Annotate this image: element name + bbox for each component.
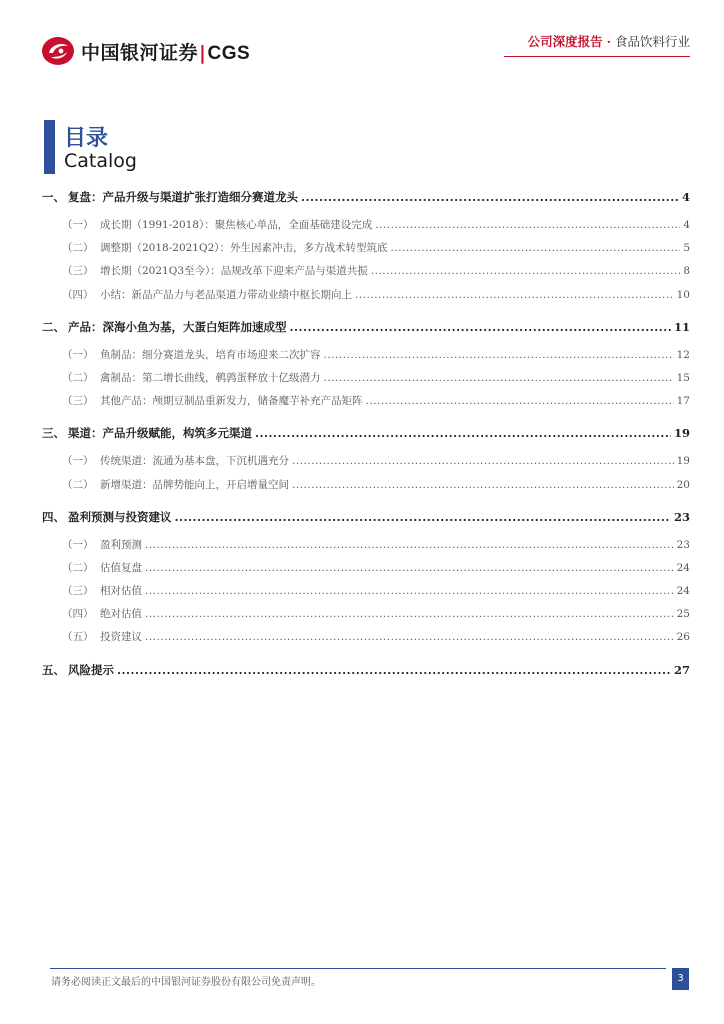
toc-dot-leader [301, 186, 679, 208]
toc-dot-leader [145, 603, 674, 626]
toc-dot-leader [175, 506, 671, 528]
toc-subsection-row[interactable] [42, 237, 690, 260]
toc-page-number: 26 [676, 631, 690, 644]
toc-title: 禽制品：第二增长曲线，鹌鹑蛋释放十亿级潜力 [100, 371, 321, 384]
toc-page-number: 27 [673, 662, 690, 677]
toc-dot-leader [290, 316, 671, 338]
toc-title: 估值复盘 [100, 561, 142, 574]
toc-page-number: 23 [673, 509, 690, 524]
title-en: Catalog [64, 150, 137, 172]
toc-page-number: 4 [683, 219, 690, 231]
sector-label: 食品饮料行业 [614, 34, 690, 49]
toc-page-number: 19 [676, 455, 690, 468]
toc-subsection-row[interactable] [42, 603, 690, 626]
toc-section-row[interactable] [42, 659, 690, 681]
toc-page-number: 12 [676, 348, 690, 361]
toc-title: 渠道：产品升级赋能，构筑多元渠道 [68, 426, 252, 441]
page-header [0, 0, 724, 75]
report-type-dot: · [606, 34, 611, 49]
toc-dot-leader [355, 284, 674, 307]
toc-subsection-row[interactable] [42, 450, 690, 473]
toc-dot-leader [366, 390, 674, 413]
toc-number: （二） [62, 478, 94, 491]
toc-dot-leader [145, 557, 674, 580]
toc-title: 投资建议 [100, 631, 142, 644]
toc-title: 小结：新品产品力与老品渠道力带动业绩中枢长期向上 [100, 288, 352, 301]
toc-number: 一、 [42, 190, 65, 204]
toc-page-number: 11 [673, 319, 690, 334]
toc-dot-leader [255, 422, 671, 444]
toc-title: 增长期（2021Q3至今）：品规改革下迎来产品与渠道共振 [100, 265, 368, 278]
toc-page-number: 15 [676, 371, 690, 384]
toc-section-row[interactable] [42, 422, 690, 444]
toc-number: （五） [62, 631, 94, 644]
toc-dot-leader [145, 626, 674, 649]
toc-page-number: 4 [681, 190, 690, 204]
toc-subsection-row[interactable] [42, 534, 690, 557]
toc-number: （二） [62, 371, 94, 384]
toc-title: 调整期（2018-2021Q2）：外生因素冲击，多方战术转型筑底 [100, 242, 388, 255]
toc-number: （四） [62, 608, 94, 621]
toc-subsection-row[interactable] [42, 390, 690, 413]
toc-page-number: 24 [676, 561, 690, 574]
toc-title: 复盘：产品升级与渠道扩张打造细分赛道龙头 [68, 190, 298, 204]
toc-page-number: 17 [676, 395, 690, 408]
report-type [528, 32, 690, 50]
toc-subsection-row[interactable] [42, 284, 690, 307]
toc-page-number: 23 [676, 538, 690, 551]
toc-title: 成长期（1991-2018）：聚焦核心单品，全面基础建设完成 [100, 219, 373, 231]
toc-number: （三） [62, 395, 94, 408]
toc-subsection-row[interactable] [42, 474, 690, 497]
toc-number: （三） [62, 585, 94, 598]
toc-title: 盈利预测 [100, 538, 142, 551]
toc-dot-leader [145, 534, 674, 557]
toc-number: （二） [62, 242, 94, 255]
toc-dot-leader [371, 260, 681, 283]
toc-number: （一） [62, 219, 94, 231]
toc-title: 鱼制品：细分赛道龙头，培育市场迎来二次扩容 [100, 348, 321, 361]
toc-page-number: 25 [676, 608, 690, 621]
toc-section-row[interactable] [42, 316, 690, 338]
toc-subsection-row[interactable] [42, 557, 690, 580]
toc-page-number: 5 [683, 242, 690, 255]
toc-number: （一） [62, 348, 94, 361]
toc-page-number: 20 [676, 478, 690, 491]
toc-number: 四、 [42, 509, 65, 524]
footer-disclaimer: 请务必阅读正文最后的中国银河证券股份有限公司免责声明。 [51, 977, 321, 988]
toc-page-number: 19 [673, 426, 690, 441]
toc-dot-leader [117, 659, 671, 681]
toc-number: 三、 [42, 426, 65, 441]
cgs-logo-icon [41, 36, 75, 66]
toc-number: （四） [62, 288, 94, 301]
toc-title: 新增渠道：品牌势能向上，开启增量空间 [100, 478, 289, 491]
toc-subsection-row[interactable] [42, 626, 690, 649]
table-of-contents [42, 186, 690, 687]
toc-title: 传统渠道：流通为基本盘，下沉机遇充分 [100, 455, 289, 468]
company-name-cn: 中国银河证券 [81, 41, 199, 64]
toc-number: 五、 [42, 662, 65, 677]
toc-number: （一） [62, 455, 94, 468]
header-divider [504, 56, 690, 57]
toc-title: 风险提示 [68, 662, 114, 677]
toc-section-row[interactable] [42, 506, 690, 528]
footer-divider [50, 968, 666, 969]
toc-subsection-row[interactable] [42, 344, 690, 367]
company-name [81, 38, 250, 65]
title-cn: 目录 [64, 125, 109, 151]
page-number: 3 [672, 968, 689, 990]
toc-title: 盈利预测与投资建议 [68, 509, 172, 524]
toc-page-number: 10 [676, 288, 690, 301]
toc-number: （三） [62, 265, 94, 278]
toc-dot-leader [145, 580, 674, 603]
toc-page-number: 24 [676, 585, 690, 598]
report-type-label: 公司深度报告 [527, 34, 603, 49]
toc-title: 相对估值 [100, 585, 142, 598]
toc-dot-leader [324, 367, 674, 390]
company-logo [41, 36, 250, 66]
toc-subsection-row[interactable] [42, 260, 690, 283]
toc-dot-leader [292, 450, 674, 473]
title-accent-bar [44, 120, 55, 174]
company-name-en: CGS [207, 42, 251, 64]
toc-dot-leader [391, 237, 681, 260]
toc-number: （一） [62, 538, 94, 551]
toc-number: （二） [62, 561, 94, 574]
toc-title: 绝对估值 [100, 608, 142, 621]
logo-separator: | [199, 41, 207, 64]
toc-page-number: 8 [683, 265, 690, 278]
toc-subsection-row[interactable] [42, 214, 690, 237]
toc-section-row[interactable] [42, 186, 690, 208]
toc-title: 产品：深海小鱼为基，大蛋白矩阵加速成型 [68, 319, 287, 334]
toc-subsection-row[interactable] [42, 367, 690, 390]
toc-dot-leader [292, 474, 674, 497]
toc-title: 其他产品：颅期豆制品重新发力，储备魔芋补充产品矩阵 [100, 395, 363, 408]
toc-dot-leader [324, 344, 674, 367]
toc-dot-leader [375, 214, 680, 237]
toc-number: 二、 [42, 319, 65, 334]
toc-subsection-row[interactable] [42, 580, 690, 603]
